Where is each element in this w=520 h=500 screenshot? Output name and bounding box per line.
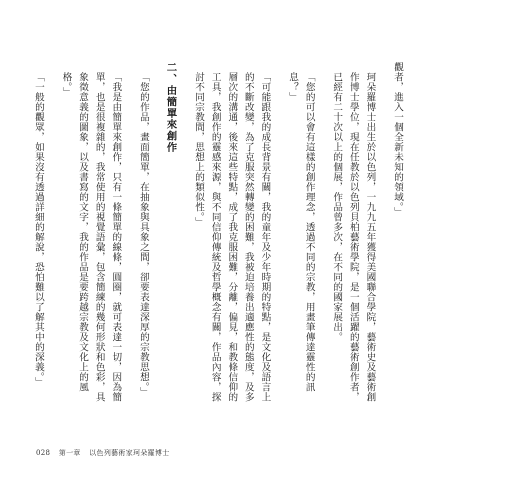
- paragraph-5: 「您的作品，畫面簡單，在抽象與具象之間，卻要表達深厚的宗教思想。」: [137, 72, 149, 398]
- page-footer: [36, 448, 176, 458]
- section-heading: 二、由簡單來創作: [164, 62, 177, 154]
- page-number: 028: [36, 449, 51, 457]
- paragraph-2: 珂朵羅博士出生於以色列，一九九五年獲得美國聯合學院，藝術史及藝術創作博士學位，現在任教於以色列貝柏藝術學院，是一個活躍的藝術創作者，已經有二十次以上的個展，作品曾多次，在不同的國家展出。: [331, 72, 376, 402]
- paragraph-6: 「我是由簡單來創作，只有一條簡單的線條，圓圈，就可表達一切，因為簡單，也是很複雜的，我常使用的視覺語彙，包含簡練的幾何形狀和色彩，具象徵意義的圖象，以及書寫的文字，我的作品是要跨越宗教及文化上的風格。」: [60, 72, 122, 402]
- vertical-text-body: [32, 62, 405, 402]
- chapter-title: 以色列藝術家珂朵羅博士: [89, 449, 170, 457]
- paragraph-3: 「您的可以會有這樣的創作理念，透過不同的宗教，用畫筆傳達靈性的訊息？」: [287, 72, 315, 392]
- paragraph-7: 「一般的觀眾，如果沒有透過詳細的解說，恐怕難以了解其中的深義。」: [32, 72, 44, 388]
- paragraph-4: 「可能跟我的成長背景有關，我的童年及少年時期的特點，是文化及語言上的不斷改變，為了克服突然轉變的困難，我被迫培養出適應性的態度，及多層次的溝通，後來這些特點，成了我克服困難，分離，偏見，和教條信仰的工具，我創作的靈感來源，與不同信仰傳統及哲學概念有關，作品內容，探討不同宗教間，思想上的類似性。」: [193, 72, 271, 402]
- chapter-label: 第一章: [58, 449, 81, 457]
- paragraph-1: 觀者，進入一個全新未知的領域。」: [392, 62, 403, 218]
